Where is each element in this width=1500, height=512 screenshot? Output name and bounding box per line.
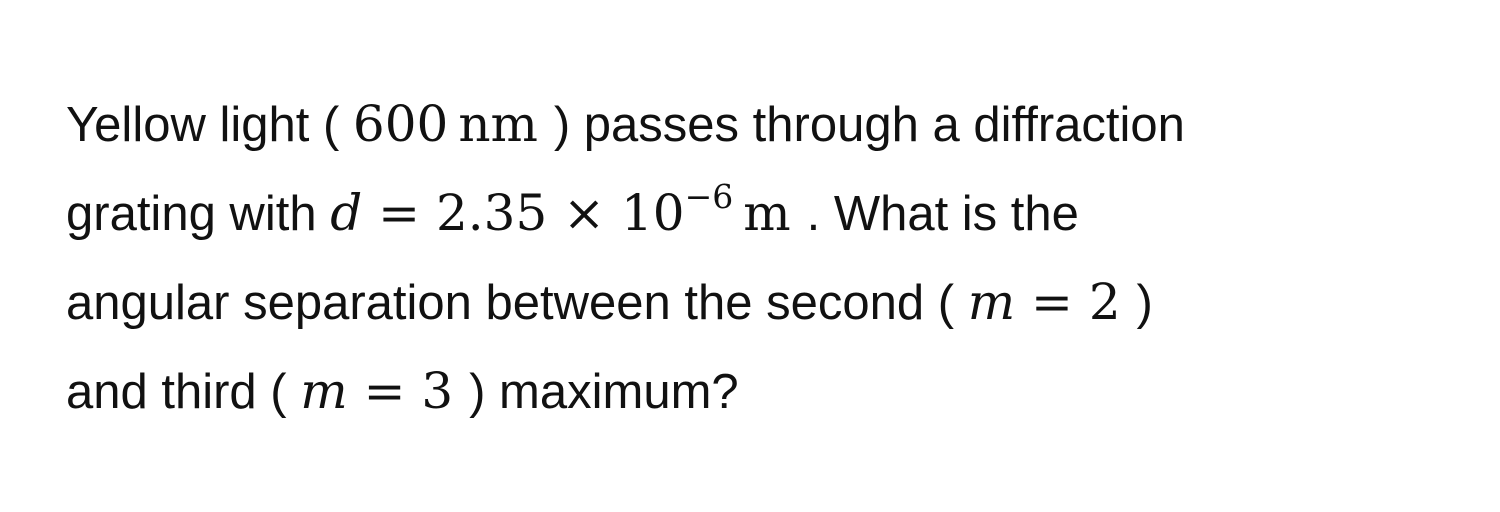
math-operator: = [363, 362, 406, 420]
question-line-3 [66, 258, 1466, 347]
math-number: 10 [620, 184, 685, 242]
math-operator: × [563, 184, 606, 242]
text-segment: ) [1136, 276, 1153, 330]
math-wavelength [353, 95, 554, 153]
math-operator: = [378, 184, 421, 242]
question-line-1 [66, 80, 1466, 169]
math-unit: nm [458, 95, 538, 153]
text-segment: ) maximum? [469, 365, 739, 419]
text-segment: and third ( [66, 365, 287, 419]
math-grating-spacing [330, 177, 806, 242]
math-order-3 [300, 362, 469, 420]
math-order-2 [968, 273, 1137, 331]
math-variable: d [330, 184, 363, 242]
math-operator: = [1031, 273, 1073, 331]
text-segment: . What is the [806, 187, 1079, 241]
text-segment: ) passes through a diffraction [553, 98, 1185, 152]
math-number: 2.35 [435, 184, 548, 242]
math-variable: m [967, 273, 1016, 331]
question-text [66, 80, 1466, 436]
math-number: 600 [352, 95, 449, 153]
math-number: 2 [1088, 273, 1121, 331]
math-number: 3 [421, 362, 454, 420]
question-line-4 [66, 347, 1466, 436]
math-variable: m [300, 362, 348, 420]
math-exponent: −6 [684, 177, 734, 216]
text-segment: Yellow light ( [66, 98, 340, 152]
math-unit: m [743, 184, 791, 242]
question-line-2 [66, 169, 1466, 258]
text-segment: angular separation between the second ( [66, 276, 955, 330]
text-segment: grating with [66, 187, 331, 241]
